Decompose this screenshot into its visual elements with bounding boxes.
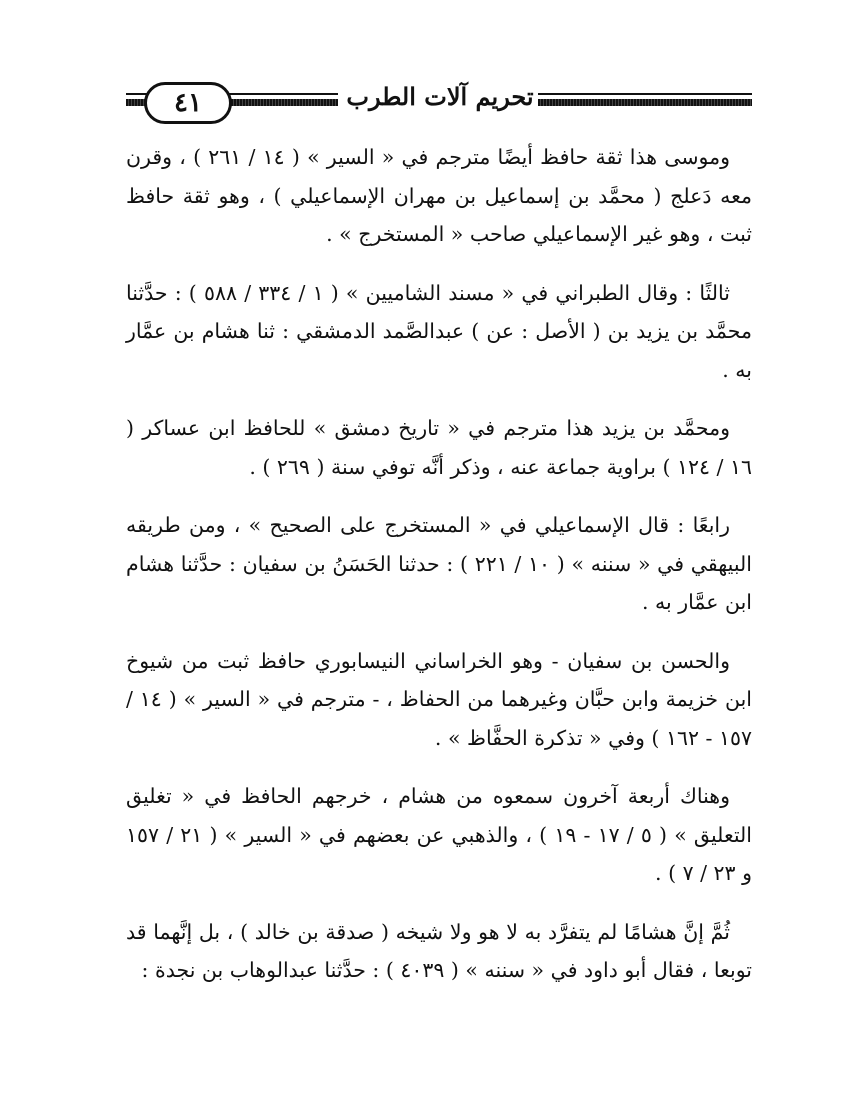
page-header	[126, 80, 752, 124]
paragraph: ثالثًا : وقال الطبراني في « مسند الشاميين » ( ١ / ٣٣٤ / ٥٨٨ ) : حدَّثنا محمَّد بن يزيد بن ( الأصل : عن ) عبدالصَّمد الدمشقي : ثنا هشام بن عمَّار به .	[126, 280, 752, 382]
paragraph: ثُمَّ إنَّ هشامًا لم يتفرَّد به لا هو ولا شيخه ( صدقة بن خالد ) ، بل إنَّهما قد توبعا ، فقال أبو داود في « سننه » ( ٤٠٣٩ ) : حدَّثنا عبدالوهاب بن نجدة :	[126, 919, 752, 982]
running-title: تحريم آلات الطرب	[346, 82, 534, 111]
paragraph: رابعًا : قال الإسماعيلي في « المستخرج على الصحيح » ، ومن طريقه البيهقي في « سننه » ( ١٠ / ٢٢١ ) : حدثنا الحَسَنُ بن سفيان : حدَّثنا هشام ابن عمَّار به .	[126, 513, 752, 614]
header-rule-thin-right	[538, 93, 752, 95]
paragraph: والحسن بن سفيان - وهو الخراساني النيسابوري حافظ ثبت من شيوخ ابن خزيمة وابن حبَّان وغيرهما من الحفاظ ، - مترجم في « السير » ( ١٤ / ١٥٧ - ١٦٢ ) وفي « تذكرة الحفَّاظ » .	[126, 648, 752, 750]
header-rule-right	[538, 99, 752, 106]
paragraph: وهناك أربعة آخرون سمعوه من هشام ، خرجهم الحافظ في « تغليق التعليق » ( ٥ / ١٧ - ١٩ ) ، والذهبي عن بعضهم في « السير » ( ٢١ / ١٥٧ و ٢٣ / ٧ ) .	[126, 784, 752, 885]
paragraph: وموسى هذا ثقة حافظ أيضًا مترجم في « السير » ( ١٤ / ٢٦١ ) ، وقرن معه دَعلج ( محمَّد بن إسماعيل بن مهران الإسماعيلي ) ، وهو ثقة حافظ ثبت ، وهو غير الإسماعيلي صاحب « المستخرج » .	[126, 145, 752, 246]
paragraph: ومحمَّد بن يزيد هذا مترجم في « تاريخ دمشق » للحافظ ابن عساكر ( ١٦ / ١٢٤ ) براوية جماعة عنه ، وذكر أنَّه توفي سنة ( ٢٦٩ ) .	[126, 416, 752, 479]
page-number: ٤١	[144, 82, 232, 124]
body-text	[126, 138, 752, 1010]
